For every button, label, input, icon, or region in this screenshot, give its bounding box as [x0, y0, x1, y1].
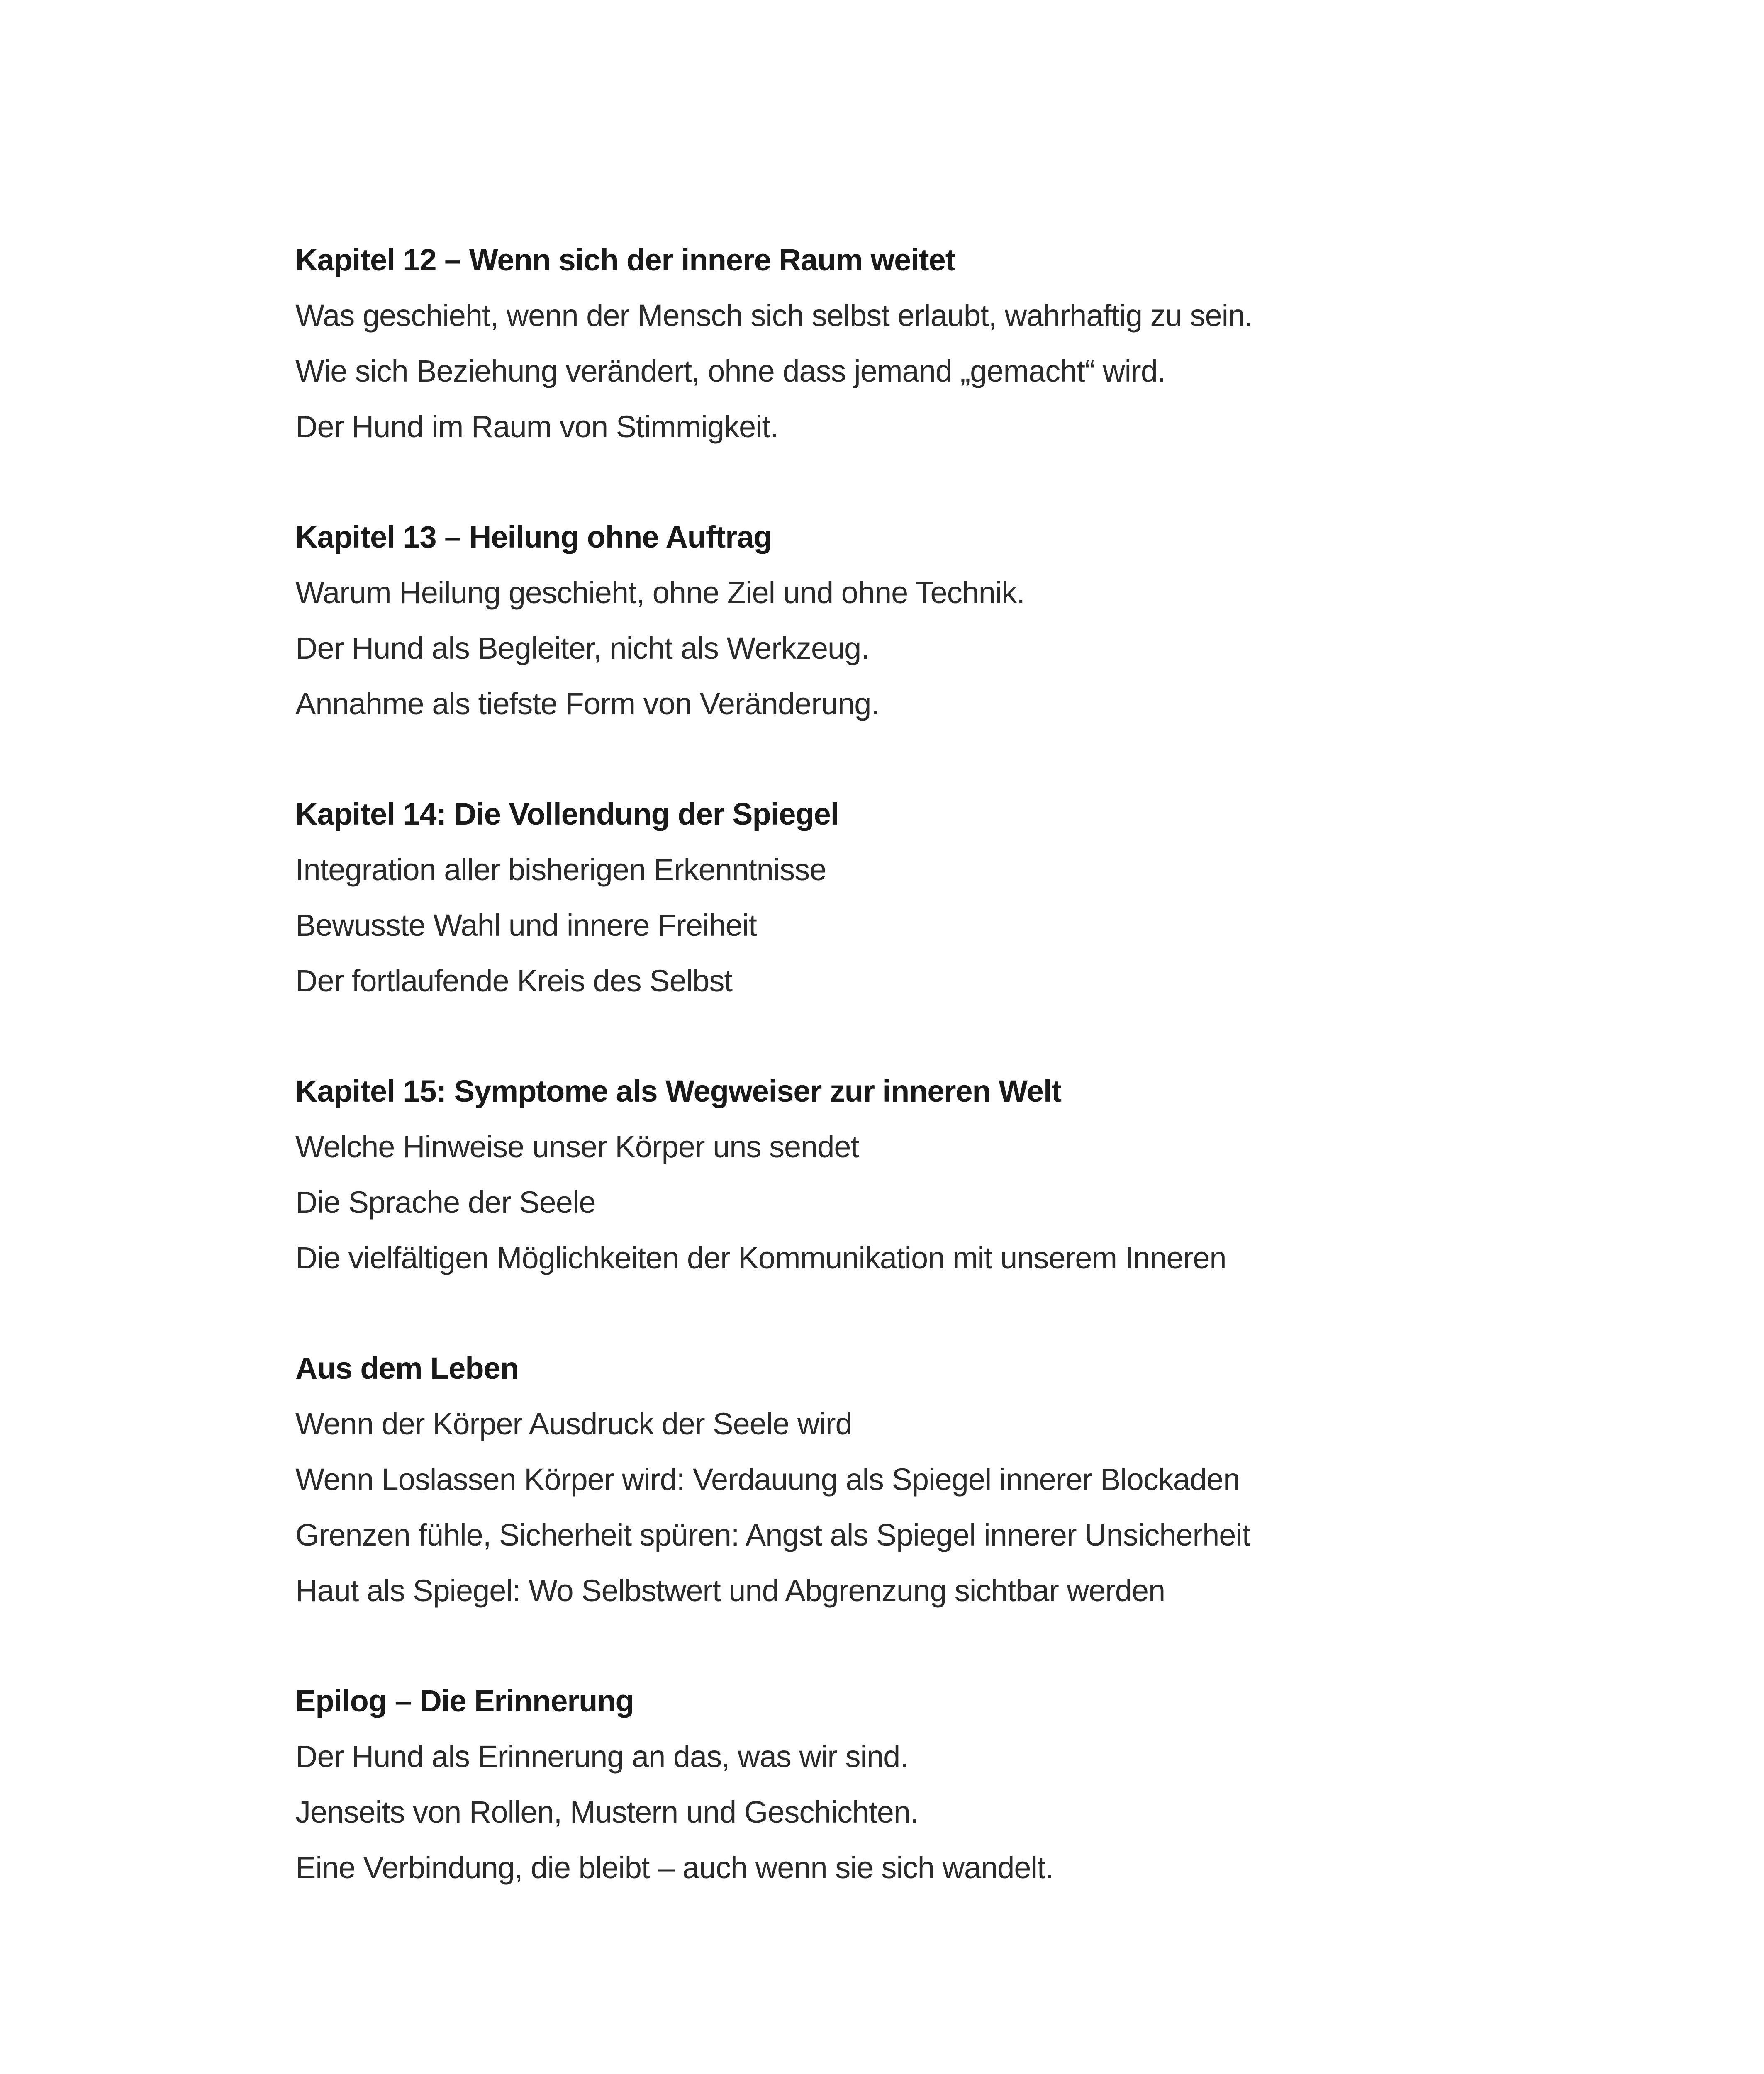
section-heading: Kapitel 13 – Heilung ohne Auftrag	[295, 520, 772, 554]
section-heading: Epilog – Die Erinnerung	[295, 1684, 634, 1718]
section-line: Die Sprache der Seele	[295, 1185, 596, 1220]
section-line: Was geschieht, wenn der Mensch sich selbst erlaubt, wahrhaftig zu sein.	[295, 298, 1253, 333]
section-line: Der fortlaufende Kreis des Selbst	[295, 964, 732, 998]
section-heading: Kapitel 12 – Wenn sich der innere Raum weitet	[295, 243, 955, 277]
section-line: Der Hund als Erinnerung an das, was wir sind.	[295, 1739, 908, 1774]
toc-section-kapitel-15	[295, 1064, 1623, 1286]
toc-section-kapitel-14	[295, 786, 1623, 1009]
toc-section-kapitel-12	[295, 232, 1623, 455]
section-line: Wenn der Körper Ausdruck der Seele wird	[295, 1407, 852, 1441]
section-heading: Kapitel 14: Die Vollendung der Spiegel	[295, 797, 839, 831]
section-line: Haut als Spiegel: Wo Selbstwert und Abgrenzung sichtbar werden	[295, 1573, 1165, 1608]
section-line: Eine Verbindung, die bleibt – auch wenn sie sich wandelt.	[295, 1850, 1054, 1885]
section-line: Welche Hinweise unser Körper uns sendet	[295, 1130, 859, 1164]
section-line: Jenseits von Rollen, Mustern und Geschichten.	[295, 1795, 919, 1829]
section-line: Integration aller bisherigen Erkenntnisse	[295, 852, 826, 887]
section-heading: Kapitel 15: Symptome als Wegweiser zur inneren Welt	[295, 1074, 1062, 1108]
toc-section-epilog	[295, 1673, 1623, 1896]
section-line: Der Hund als Begleiter, nicht als Werkzeug.	[295, 631, 869, 665]
toc-section-aus-dem-leben	[295, 1341, 1623, 1619]
toc-section-kapitel-13	[295, 509, 1623, 732]
section-line: Der Hund im Raum von Stimmigkeit.	[295, 409, 778, 444]
section-line: Wie sich Beziehung verändert, ohne dass jemand „gemacht“ wird.	[295, 354, 1166, 388]
section-line: Die vielfältigen Möglichkeiten der Kommunikation mit unserem Inneren	[295, 1241, 1226, 1275]
section-line: Grenzen fühle, Sicherheit spüren: Angst als Spiegel innerer Unsicherheit	[295, 1518, 1250, 1552]
section-line: Bewusste Wahl und innere Freiheit	[295, 908, 757, 942]
section-heading: Aus dem Leben	[295, 1351, 519, 1385]
section-line: Annahme als tiefste Form von Veränderung.	[295, 686, 879, 721]
section-line: Warum Heilung geschieht, ohne Ziel und ohne Technik.	[295, 575, 1025, 610]
section-line: Wenn Loslassen Körper wird: Verdauung als Spiegel innerer Blockaden	[295, 1462, 1240, 1497]
table-of-contents	[295, 232, 1623, 1950]
